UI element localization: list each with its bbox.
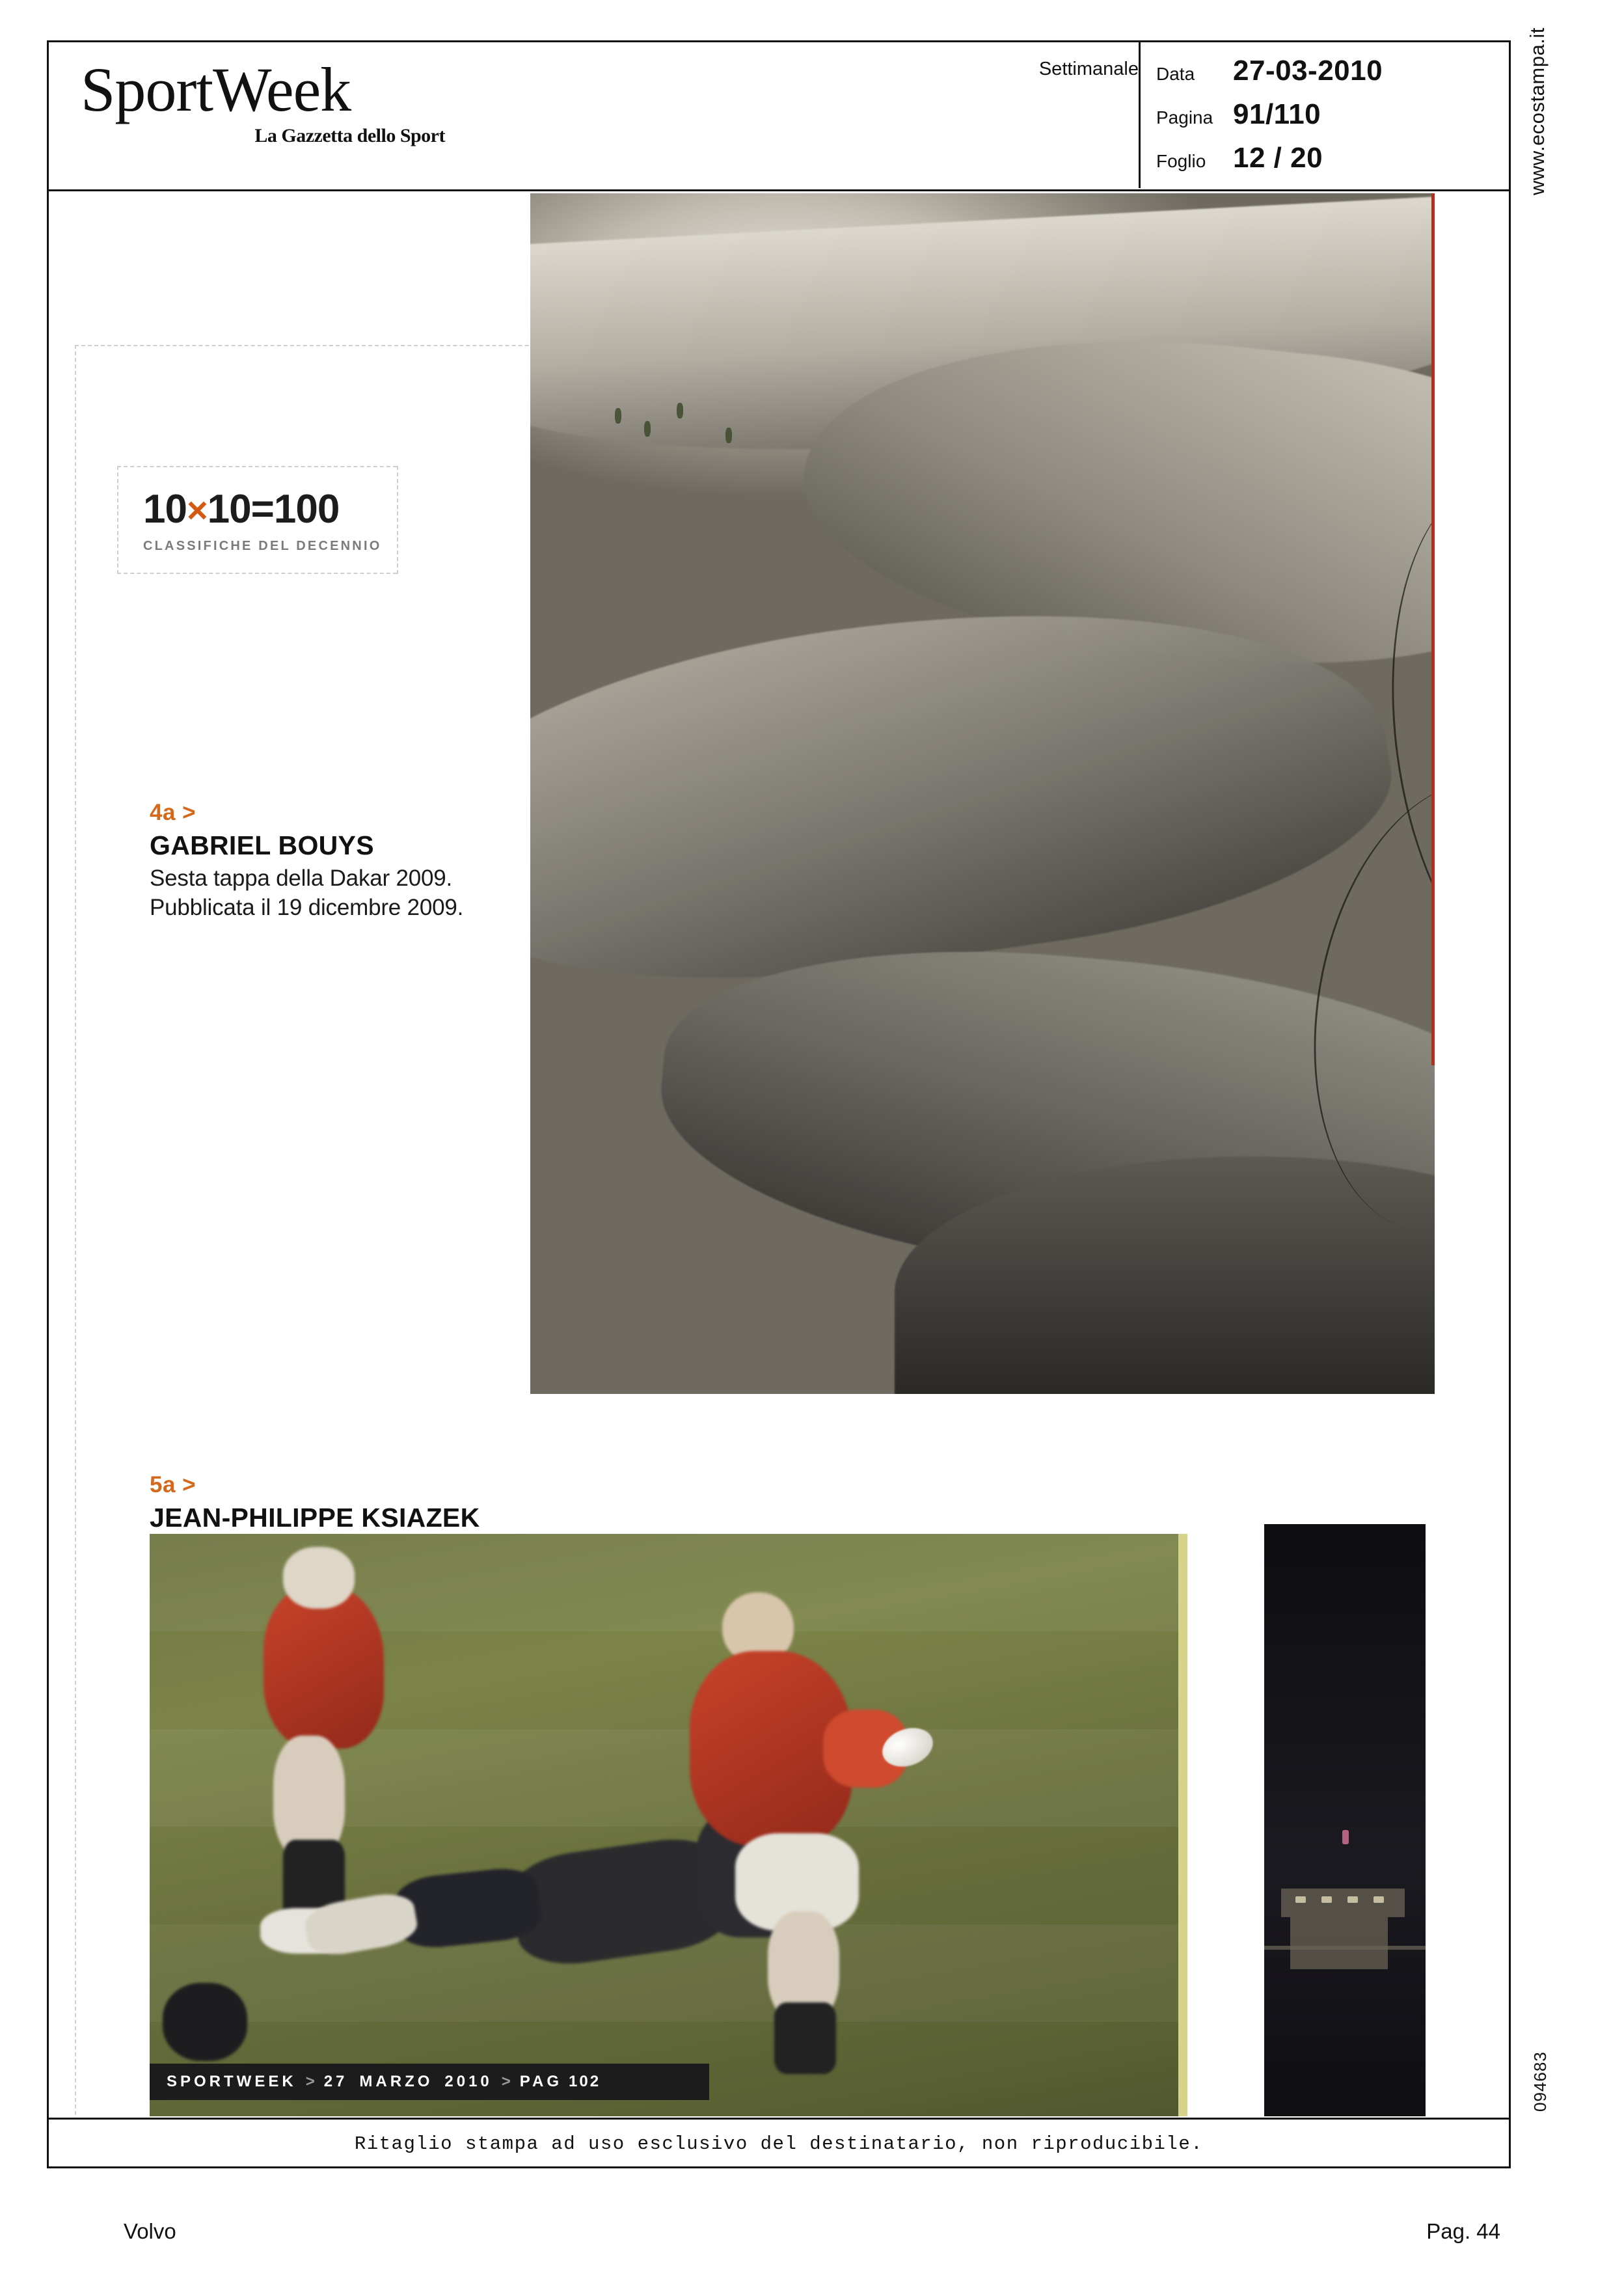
photo-rugby-tackle (150, 1534, 1187, 2116)
night-structure (1281, 1889, 1405, 1917)
night-structure (1290, 1917, 1388, 1969)
night-light (1321, 1896, 1332, 1903)
credit-separator-icon: > (305, 2073, 315, 2090)
night-light (1347, 1896, 1358, 1903)
credit-brand: SPORTWEEK (167, 2073, 297, 2090)
periodicity-label: Settimanale (1038, 59, 1139, 79)
ecostampa-website-label: www.ecostampa.it (1526, 27, 1549, 195)
night-pink-light (1342, 1830, 1349, 1844)
meta-label-pagina: Pagina (1156, 107, 1213, 128)
credit-pag-number: 102 (569, 2073, 601, 2090)
logo-guide-bottom (117, 573, 397, 575)
meta-label-data: Data (1156, 64, 1195, 84)
credit-separator-icon-2: > (501, 2073, 511, 2090)
masthead-title: SportWeek (81, 55, 351, 124)
decade-rankings-logo (143, 486, 403, 554)
desert-shrub (615, 408, 621, 424)
multiply-icon: × (186, 489, 208, 530)
photo-red-edge (1431, 193, 1435, 1065)
logo-num-3: 100 (273, 487, 340, 532)
caption-photographer-name: JEAN-PHILIPPE KSIAZEK (150, 1503, 480, 1533)
credit-year: 2010 (444, 2073, 493, 2090)
player-chaser-head (283, 1547, 355, 1609)
night-light (1374, 1896, 1384, 1903)
caption-arrow-icon: > (182, 800, 196, 825)
meta-value-foglio: 12 / 20 (1233, 142, 1323, 174)
page-footer (0, 2219, 1624, 2244)
meta-value-data: 27-03-2010 (1233, 55, 1383, 87)
logo-equation (143, 486, 403, 532)
logo-guide-left (117, 466, 119, 574)
night-background (1264, 1524, 1426, 2116)
meta-label-foglio: Foglio (1156, 151, 1206, 171)
logo-num-2: 10 (207, 487, 251, 532)
reproduction-notice: Ritaglio stampa ad uso esclusivo del destinatario, non riproducibile. (354, 2133, 1204, 2155)
caption-description: Sesta tappa della Dakar 2009. Pubblicata il 19 dicembre 2009. (150, 866, 464, 920)
layout-guide-vertical-left (75, 345, 76, 2116)
carrier-sock (774, 2002, 836, 2074)
magazine-page-scan (49, 193, 1509, 2116)
desert-shrub (677, 403, 683, 418)
credit-pag-label: PAG (519, 2073, 563, 2090)
photo-credit-bar (150, 2064, 709, 2100)
night-light (1295, 1896, 1306, 1903)
caption-photographer-name: GABRIEL BOUYS (150, 830, 374, 860)
reproduction-notice-bar (47, 2118, 1511, 2168)
logo-guide-top (117, 466, 397, 468)
caption-rank-number: 5a (150, 1472, 176, 1497)
logo-num-1: 10 (143, 487, 187, 532)
equals-icon: = (250, 487, 274, 532)
footer-client-name: Volvo (124, 2219, 176, 2243)
player-chaser-torso (264, 1586, 384, 1749)
meta-value-pagina: 91/110 (1233, 98, 1321, 130)
night-horizon-line (1264, 1946, 1426, 1950)
desert-shrub (725, 428, 732, 443)
credit-day: 27 (323, 2073, 348, 2090)
caption-arrow-icon: > (182, 1472, 196, 1497)
desert-shrub (644, 421, 651, 437)
photo-night-strip (1264, 1524, 1426, 2116)
caption-rank (150, 1472, 553, 1498)
masthead-subtitle: La Gazzetta dello Sport (254, 125, 445, 146)
logo-subtitle: CLASSIFICHE DEL DECENNIO (143, 539, 382, 553)
photo-dakar-dunes (530, 193, 1435, 1394)
caption-rank-number: 4a (150, 800, 176, 825)
credit-month: MARZO (359, 2073, 433, 2090)
foreground-player-head (163, 1983, 247, 2061)
clipping-code-label: 094683 (1530, 2051, 1550, 2112)
caption-rank (150, 800, 553, 826)
footer-page-number: Pag. 44 (1426, 2219, 1500, 2243)
caption-entry-4 (150, 800, 553, 923)
